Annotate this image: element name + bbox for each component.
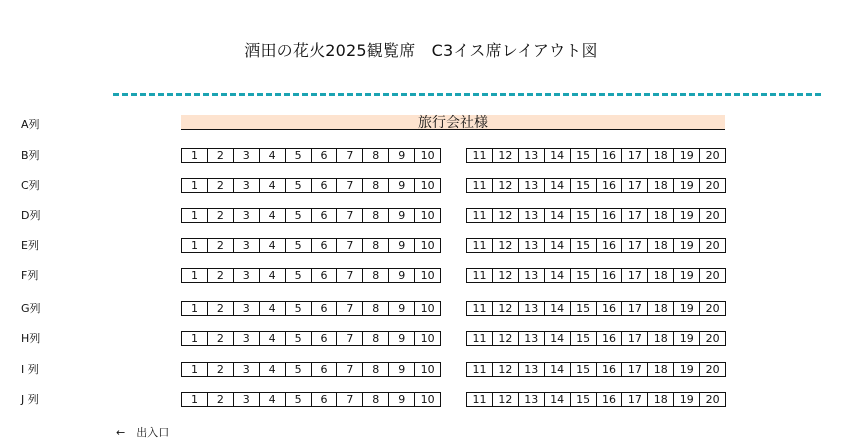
seat-cell[interactable]: 19 (674, 332, 700, 345)
seat-cell[interactable]: 3 (234, 239, 260, 252)
seat-cell[interactable]: 16 (597, 302, 623, 315)
seat-cell[interactable]: 9 (389, 363, 415, 376)
seat-cell[interactable]: 20 (705, 363, 720, 376)
seat-cell[interactable]: 18 (648, 393, 674, 406)
seat-cell[interactable]: 6 (312, 209, 338, 222)
seat-cell[interactable]: 6 (312, 239, 338, 252)
seat-cell[interactable]: 3 (234, 363, 260, 376)
seat-cell[interactable]: 15 (571, 393, 597, 406)
seat-cell[interactable]: 13 (519, 179, 545, 192)
seat-cell[interactable]: 18 (648, 269, 674, 282)
seat-cell[interactable]: 19 (674, 269, 700, 282)
seat-cell[interactable]: 17 (622, 363, 648, 376)
seat-cell[interactable]: 10 (420, 269, 435, 282)
seat-cell[interactable]: 14 (545, 269, 571, 282)
seat-cell[interactable]: 10 (420, 209, 435, 222)
seat-cell[interactable]: 3 (234, 393, 260, 406)
seat-cell[interactable]: 19 (674, 302, 700, 315)
seat-block-right (466, 148, 726, 163)
seat-cell[interactable]: 15 (571, 209, 597, 222)
seat-cell[interactable]: 5 (286, 149, 312, 162)
seat-cell[interactable]: 2 (208, 302, 234, 315)
seat-cell[interactable]: 9 (389, 179, 415, 192)
row-label-a: A列 (21, 118, 40, 131)
seat-cell[interactable]: 15 (571, 269, 597, 282)
seat-cell[interactable]: 5 (286, 179, 312, 192)
seat-cell[interactable]: 1 (182, 179, 208, 192)
row-label: C列 (21, 179, 40, 192)
seat-cell[interactable]: 12 (493, 269, 519, 282)
row-label: J 列 (21, 393, 39, 406)
seat-cell[interactable]: 8 (363, 239, 389, 252)
seat-cell[interactable]: 9 (389, 269, 415, 282)
seat-cell[interactable]: 20 (705, 269, 720, 282)
seat-cell[interactable]: 8 (363, 209, 389, 222)
seat-cell[interactable]: 1 (182, 393, 208, 406)
seat-block-left (181, 178, 441, 193)
seat-cell[interactable]: 5 (286, 302, 312, 315)
seat-block-right (466, 178, 726, 193)
seat-cell[interactable]: 13 (519, 239, 545, 252)
seat-cell[interactable]: 5 (286, 269, 312, 282)
seat-cell[interactable]: 12 (493, 363, 519, 376)
seat-cell[interactable]: 8 (363, 302, 389, 315)
seat-cell[interactable]: 20 (705, 302, 720, 315)
seat-cell[interactable]: 16 (597, 332, 623, 345)
seat-cell[interactable]: 9 (389, 332, 415, 345)
seat-block-right (466, 208, 726, 223)
seat-cell[interactable]: 3 (234, 302, 260, 315)
seat-cell[interactable]: 5 (286, 363, 312, 376)
seat-cell[interactable]: 17 (622, 302, 648, 315)
page-title: 酒田の花火2025観覧席 C3イス席レイアウト図 (244, 41, 598, 60)
seat-cell[interactable]: 18 (648, 363, 674, 376)
seat-cell[interactable]: 16 (597, 179, 623, 192)
seat-cell[interactable]: 3 (234, 269, 260, 282)
seat-cell[interactable]: 20 (705, 149, 720, 162)
seat-cell[interactable]: 4 (260, 209, 286, 222)
seat-block-left (181, 238, 441, 253)
seat-block-left (181, 148, 441, 163)
seat-cell[interactable]: 18 (648, 239, 674, 252)
seat-cell[interactable]: 13 (519, 393, 545, 406)
seat-cell[interactable]: 12 (493, 393, 519, 406)
seat-cell[interactable]: 14 (545, 393, 571, 406)
seat-cell[interactable]: 9 (389, 302, 415, 315)
seat-block-left (181, 392, 441, 407)
seat-cell[interactable]: 4 (260, 363, 286, 376)
seat-cell[interactable]: 8 (363, 393, 389, 406)
seat-cell[interactable]: 13 (519, 149, 545, 162)
seat-cell[interactable]: 6 (312, 332, 338, 345)
seat-cell[interactable]: 4 (260, 393, 286, 406)
seat-cell[interactable]: 12 (493, 209, 519, 222)
seat-cell[interactable]: 2 (208, 149, 234, 162)
seat-cell[interactable]: 16 (597, 149, 623, 162)
seat-cell[interactable]: 2 (208, 239, 234, 252)
seat-cell[interactable]: 8 (363, 363, 389, 376)
seat-cell[interactable]: 4 (260, 179, 286, 192)
seat-cell[interactable]: 13 (519, 302, 545, 315)
seat-cell[interactable]: 7 (337, 179, 363, 192)
seat-cell[interactable]: 14 (545, 209, 571, 222)
seat-cell[interactable]: 2 (208, 179, 234, 192)
seat-cell[interactable]: 13 (519, 269, 545, 282)
seat-cell[interactable]: 13 (519, 332, 545, 345)
seat-cell[interactable]: 11 (467, 179, 493, 192)
seat-cell[interactable]: 16 (597, 363, 623, 376)
seat-cell[interactable]: 7 (337, 332, 363, 345)
seat-cell[interactable]: 6 (312, 393, 338, 406)
seat-cell[interactable]: 3 (234, 179, 260, 192)
seat-cell[interactable]: 16 (597, 209, 623, 222)
seat-cell[interactable]: 9 (389, 209, 415, 222)
seat-cell[interactable]: 12 (493, 149, 519, 162)
seat-cell[interactable]: 17 (622, 209, 648, 222)
seat-cell[interactable]: 4 (260, 302, 286, 315)
row-label: E列 (21, 239, 39, 252)
seat-block-left (181, 208, 441, 223)
seat-block-left (181, 362, 441, 377)
seat-cell[interactable]: 6 (312, 149, 338, 162)
seat-cell[interactable]: 7 (337, 239, 363, 252)
seat-block-right (466, 392, 726, 407)
seat-block-right (466, 331, 726, 346)
seat-cell[interactable]: 20 (705, 393, 720, 406)
seat-cell[interactable]: 19 (674, 149, 700, 162)
seat-cell[interactable]: 14 (545, 179, 571, 192)
seat-cell[interactable]: 1 (182, 269, 208, 282)
seat-cell[interactable]: 5 (286, 332, 312, 345)
seat-cell[interactable]: 8 (363, 269, 389, 282)
seat-cell[interactable]: 17 (622, 149, 648, 162)
seat-cell[interactable]: 12 (493, 302, 519, 315)
seat-cell[interactable]: 17 (622, 332, 648, 345)
row-label: F列 (21, 269, 39, 282)
seat-cell[interactable]: 1 (182, 302, 208, 315)
seat-cell[interactable]: 15 (571, 332, 597, 345)
seat-cell[interactable]: 6 (312, 179, 338, 192)
seat-cell[interactable]: 10 (420, 302, 435, 315)
seat-cell[interactable]: 6 (312, 363, 338, 376)
seat-cell[interactable]: 19 (674, 363, 700, 376)
seat-cell[interactable]: 7 (337, 149, 363, 162)
seat-cell[interactable]: 18 (648, 179, 674, 192)
seat-cell[interactable]: 16 (597, 393, 623, 406)
row-label: H列 (21, 332, 41, 345)
seat-cell[interactable]: 10 (420, 393, 435, 406)
seat-cell[interactable]: 7 (337, 363, 363, 376)
seat-cell[interactable]: 7 (337, 302, 363, 315)
seat-cell[interactable]: 19 (674, 239, 700, 252)
seat-cell[interactable]: 11 (467, 363, 493, 376)
seat-cell[interactable]: 9 (389, 149, 415, 162)
seat-cell[interactable]: 10 (420, 149, 435, 162)
seat-cell[interactable]: 13 (519, 363, 545, 376)
seat-cell[interactable]: 8 (363, 149, 389, 162)
seat-cell[interactable]: 12 (493, 179, 519, 192)
seat-cell[interactable]: 5 (286, 393, 312, 406)
seat-cell[interactable]: 11 (467, 302, 493, 315)
seat-cell[interactable]: 4 (260, 239, 286, 252)
seat-cell[interactable]: 10 (420, 239, 435, 252)
seat-cell[interactable]: 14 (545, 149, 571, 162)
seat-cell[interactable]: 5 (286, 239, 312, 252)
exit-label: ← 出入口 (116, 426, 170, 439)
seat-cell[interactable]: 15 (571, 302, 597, 315)
seat-block-right (466, 268, 726, 283)
seat-cell[interactable]: 4 (260, 332, 286, 345)
seat-cell[interactable]: 20 (705, 179, 720, 192)
seat-cell[interactable]: 3 (234, 332, 260, 345)
seat-cell[interactable]: 1 (182, 239, 208, 252)
seat-cell[interactable]: 19 (674, 209, 700, 222)
seat-cell[interactable]: 15 (571, 239, 597, 252)
seat-cell[interactable]: 1 (182, 363, 208, 376)
seat-cell[interactable]: 4 (260, 149, 286, 162)
seat-cell[interactable]: 17 (622, 179, 648, 192)
seat-cell[interactable]: 7 (337, 269, 363, 282)
seat-cell[interactable]: 5 (286, 209, 312, 222)
seat-cell[interactable]: 15 (571, 179, 597, 192)
seat-cell[interactable]: 2 (208, 363, 234, 376)
seat-cell[interactable]: 2 (208, 269, 234, 282)
seat-cell[interactable]: 11 (467, 239, 493, 252)
seat-cell[interactable]: 14 (545, 363, 571, 376)
seat-block-left (181, 301, 441, 316)
seat-cell[interactable]: 2 (208, 393, 234, 406)
seat-cell[interactable]: 10 (420, 363, 435, 376)
seat-cell[interactable]: 1 (182, 149, 208, 162)
seat-cell[interactable]: 9 (389, 393, 415, 406)
seat-cell[interactable]: 11 (467, 209, 493, 222)
row-label: D列 (21, 209, 41, 222)
seat-cell[interactable]: 15 (571, 149, 597, 162)
seat-cell[interactable]: 14 (545, 239, 571, 252)
seat-cell[interactable]: 17 (622, 239, 648, 252)
seat-cell[interactable]: 16 (597, 239, 623, 252)
reserved-row-banner: 旅行会社様 (181, 115, 725, 130)
seat-cell[interactable]: 12 (493, 239, 519, 252)
seat-cell[interactable]: 3 (234, 209, 260, 222)
seat-cell[interactable]: 4 (260, 269, 286, 282)
seat-cell[interactable]: 13 (519, 209, 545, 222)
seat-block-right (466, 362, 726, 377)
seat-block-left (181, 331, 441, 346)
seat-block-right (466, 238, 726, 253)
stage-divider (113, 93, 821, 96)
row-label: G列 (21, 302, 41, 315)
seat-cell[interactable]: 18 (648, 209, 674, 222)
seat-cell[interactable]: 8 (363, 332, 389, 345)
seat-cell[interactable]: 18 (648, 149, 674, 162)
seat-cell[interactable]: 12 (493, 332, 519, 345)
seat-cell[interactable]: 14 (545, 302, 571, 315)
seat-cell[interactable]: 2 (208, 209, 234, 222)
seat-block-left (181, 268, 441, 283)
seat-cell[interactable]: 11 (467, 149, 493, 162)
seat-cell[interactable]: 17 (622, 269, 648, 282)
seat-cell[interactable]: 3 (234, 149, 260, 162)
seat-cell[interactable]: 1 (182, 209, 208, 222)
seat-cell[interactable]: 20 (705, 332, 720, 345)
seat-block-right (466, 301, 726, 316)
seat-cell[interactable]: 15 (571, 363, 597, 376)
seat-cell[interactable]: 11 (467, 332, 493, 345)
seat-cell[interactable]: 11 (467, 269, 493, 282)
seat-cell[interactable]: 11 (467, 393, 493, 406)
seat-cell[interactable]: 10 (420, 179, 435, 192)
seat-cell[interactable]: 7 (337, 209, 363, 222)
seat-cell[interactable]: 10 (420, 332, 435, 345)
seat-cell[interactable]: 20 (705, 209, 720, 222)
seat-cell[interactable]: 6 (312, 269, 338, 282)
seat-cell[interactable]: 17 (622, 393, 648, 406)
seat-cell[interactable]: 1 (182, 332, 208, 345)
seat-cell[interactable]: 19 (674, 393, 700, 406)
seat-cell[interactable]: 16 (597, 269, 623, 282)
seat-cell[interactable]: 6 (312, 302, 338, 315)
seat-cell[interactable]: 7 (337, 393, 363, 406)
seat-cell[interactable]: 18 (648, 332, 674, 345)
seat-cell[interactable]: 9 (389, 239, 415, 252)
row-label: B列 (21, 149, 40, 162)
seat-cell[interactable]: 18 (648, 302, 674, 315)
seat-cell[interactable]: 14 (545, 332, 571, 345)
seat-cell[interactable]: 2 (208, 332, 234, 345)
seat-cell[interactable]: 19 (674, 179, 700, 192)
row-label: I 列 (21, 363, 39, 376)
seat-cell[interactable]: 20 (705, 239, 720, 252)
seat-cell[interactable]: 8 (363, 179, 389, 192)
